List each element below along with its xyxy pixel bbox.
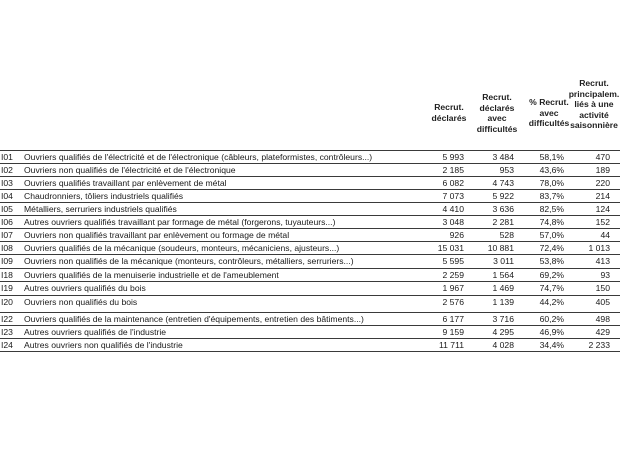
row-code: I09 xyxy=(1,256,13,266)
percent-value: 44,2% xyxy=(539,297,564,307)
row-code: I19 xyxy=(1,283,13,293)
seasonal-value: 413 xyxy=(595,256,610,266)
declared-value: 9 159 xyxy=(442,327,464,337)
column-header: Recrut. déclarés xyxy=(431,102,467,123)
percent-value: 74,7% xyxy=(539,283,564,293)
row-label: Chaudronniers, tôliers industriels qualifiés xyxy=(24,191,184,201)
row-label: Autres ouvriers qualifiés du bois xyxy=(24,283,146,293)
seasonal-value: 429 xyxy=(595,327,610,337)
declared-value: 2 185 xyxy=(442,165,464,175)
seasonal-value: 498 xyxy=(595,314,610,324)
seasonal-value: 220 xyxy=(595,178,610,188)
difficult-value: 10 881 xyxy=(487,243,514,253)
difficult-value: 1 139 xyxy=(492,297,514,307)
seasonal-value: 93 xyxy=(600,270,610,280)
row-code: I04 xyxy=(1,191,13,201)
row-code: I03 xyxy=(1,178,13,188)
row-label: Autres ouvriers non qualifiés de l'industrie xyxy=(24,340,183,350)
row-label: Ouvriers qualifiés de l'électricité et de l'électronique (câbleurs, plateformistes, contrôleurs...) xyxy=(24,152,373,162)
declared-value: 926 xyxy=(449,230,464,240)
declared-value: 6 082 xyxy=(442,178,464,188)
seasonal-value: 124 xyxy=(595,204,610,214)
seasonal-value: 405 xyxy=(595,297,610,307)
seasonal-value: 214 xyxy=(595,191,610,201)
difficult-value: 4 028 xyxy=(492,340,514,350)
row-code: I05 xyxy=(1,204,13,214)
row-label: Ouvriers non qualifiés de la mécanique (monteurs, contrôleurs, métalliers, serruriers...) xyxy=(24,256,354,266)
difficult-value: 3 716 xyxy=(492,314,514,324)
row-label: Ouvriers non qualifiés travaillant par enlèvement ou formage de métal xyxy=(24,230,290,240)
row-code: I06 xyxy=(1,217,13,227)
difficult-value: 4 295 xyxy=(492,327,514,337)
seasonal-value: 152 xyxy=(595,217,610,227)
declared-value: 6 177 xyxy=(442,314,464,324)
row-code: I01 xyxy=(1,152,13,162)
difficult-value: 4 743 xyxy=(492,178,514,188)
table-row xyxy=(0,282,620,295)
percent-value: 43,6% xyxy=(539,165,564,175)
row-label: Ouvriers non qualifiés du bois xyxy=(24,297,138,307)
row-label: Autres ouvriers qualifiés de l'industrie xyxy=(24,327,167,337)
declared-value: 4 410 xyxy=(442,204,464,214)
row-label: Ouvriers qualifiés de la menuiserie industrielle et de l'ameublement xyxy=(24,270,279,280)
percent-value: 74,8% xyxy=(539,217,564,227)
percent-value: 82,5% xyxy=(539,204,564,214)
row-label: Ouvriers qualifiés travaillant par enlèvement de métal xyxy=(24,178,227,188)
declared-value: 2 259 xyxy=(442,270,464,280)
difficult-value: 1 469 xyxy=(492,283,514,293)
row-label: Autres ouvriers qualifiés travaillant par formage de métal (forgerons, tuyauteurs...) xyxy=(24,217,336,227)
percent-value: 60,2% xyxy=(539,314,564,324)
row-divider xyxy=(0,351,620,352)
percent-value: 69,2% xyxy=(539,270,564,280)
declared-value: 11 711 xyxy=(438,340,464,350)
seasonal-value: 1 013 xyxy=(588,243,610,253)
row-code: I23 xyxy=(1,327,13,337)
table-row xyxy=(0,255,620,268)
declared-value: 3 048 xyxy=(442,217,464,227)
difficult-value: 2 281 xyxy=(492,217,514,227)
declared-value: 5 993 xyxy=(442,152,464,162)
percent-value: 46,9% xyxy=(539,327,564,337)
seasonal-value: 470 xyxy=(595,152,610,162)
column-header: Recrut. principalem. liés à une activité saisonnière xyxy=(568,78,620,131)
seasonal-value: 2 233 xyxy=(588,340,610,350)
percent-value: 78,0% xyxy=(539,178,564,188)
row-code: I20 xyxy=(1,297,13,307)
declared-value: 7 073 xyxy=(442,191,464,201)
declared-value: 15 031 xyxy=(437,243,464,253)
table-row xyxy=(0,296,620,309)
row-label: Métalliers, serruriers industriels qualifiés xyxy=(24,204,177,214)
percent-value: 53,8% xyxy=(539,256,564,266)
declared-value: 1 967 xyxy=(442,283,464,293)
difficult-value: 953 xyxy=(499,165,514,175)
seasonal-value: 150 xyxy=(595,283,610,293)
row-label: Ouvriers qualifiés de la mécanique (soudeurs, monteurs, mécaniciens, ajusteurs...) xyxy=(24,243,340,253)
percent-value: 58,1% xyxy=(539,152,564,162)
difficult-value: 3 484 xyxy=(492,152,514,162)
difficult-value: 3 636 xyxy=(492,204,514,214)
row-code: I07 xyxy=(1,230,13,240)
column-header: Recrut. déclarés avec difficultés xyxy=(476,92,518,134)
row-code: I18 xyxy=(1,270,13,280)
percent-value: 57,0% xyxy=(539,230,564,240)
row-code: I08 xyxy=(1,243,13,253)
row-label: Ouvriers non qualifiés de l'électricité et de l'électronique xyxy=(24,165,236,175)
seasonal-value: 189 xyxy=(595,165,610,175)
difficult-value: 1 564 xyxy=(492,270,514,280)
row-code: I24 xyxy=(1,340,13,350)
percent-value: 83,7% xyxy=(539,191,564,201)
row-code: I22 xyxy=(1,314,13,324)
seasonal-value: 44 xyxy=(600,230,610,240)
declared-value: 5 595 xyxy=(442,256,464,266)
row-label: Ouvriers qualifiés de la maintenance (entretien d'équipements, entretien des bâtiments...) xyxy=(24,314,364,324)
difficult-value: 3 011 xyxy=(493,256,514,266)
row-code: I02 xyxy=(1,165,13,175)
percent-value: 34,4% xyxy=(539,340,564,350)
percent-value: 72,4% xyxy=(539,243,564,253)
column-header: % Recrut. avec difficultés xyxy=(528,97,570,129)
difficult-value: 5 922 xyxy=(492,191,514,201)
declared-value: 2 576 xyxy=(442,297,464,307)
difficult-value: 528 xyxy=(499,230,514,240)
